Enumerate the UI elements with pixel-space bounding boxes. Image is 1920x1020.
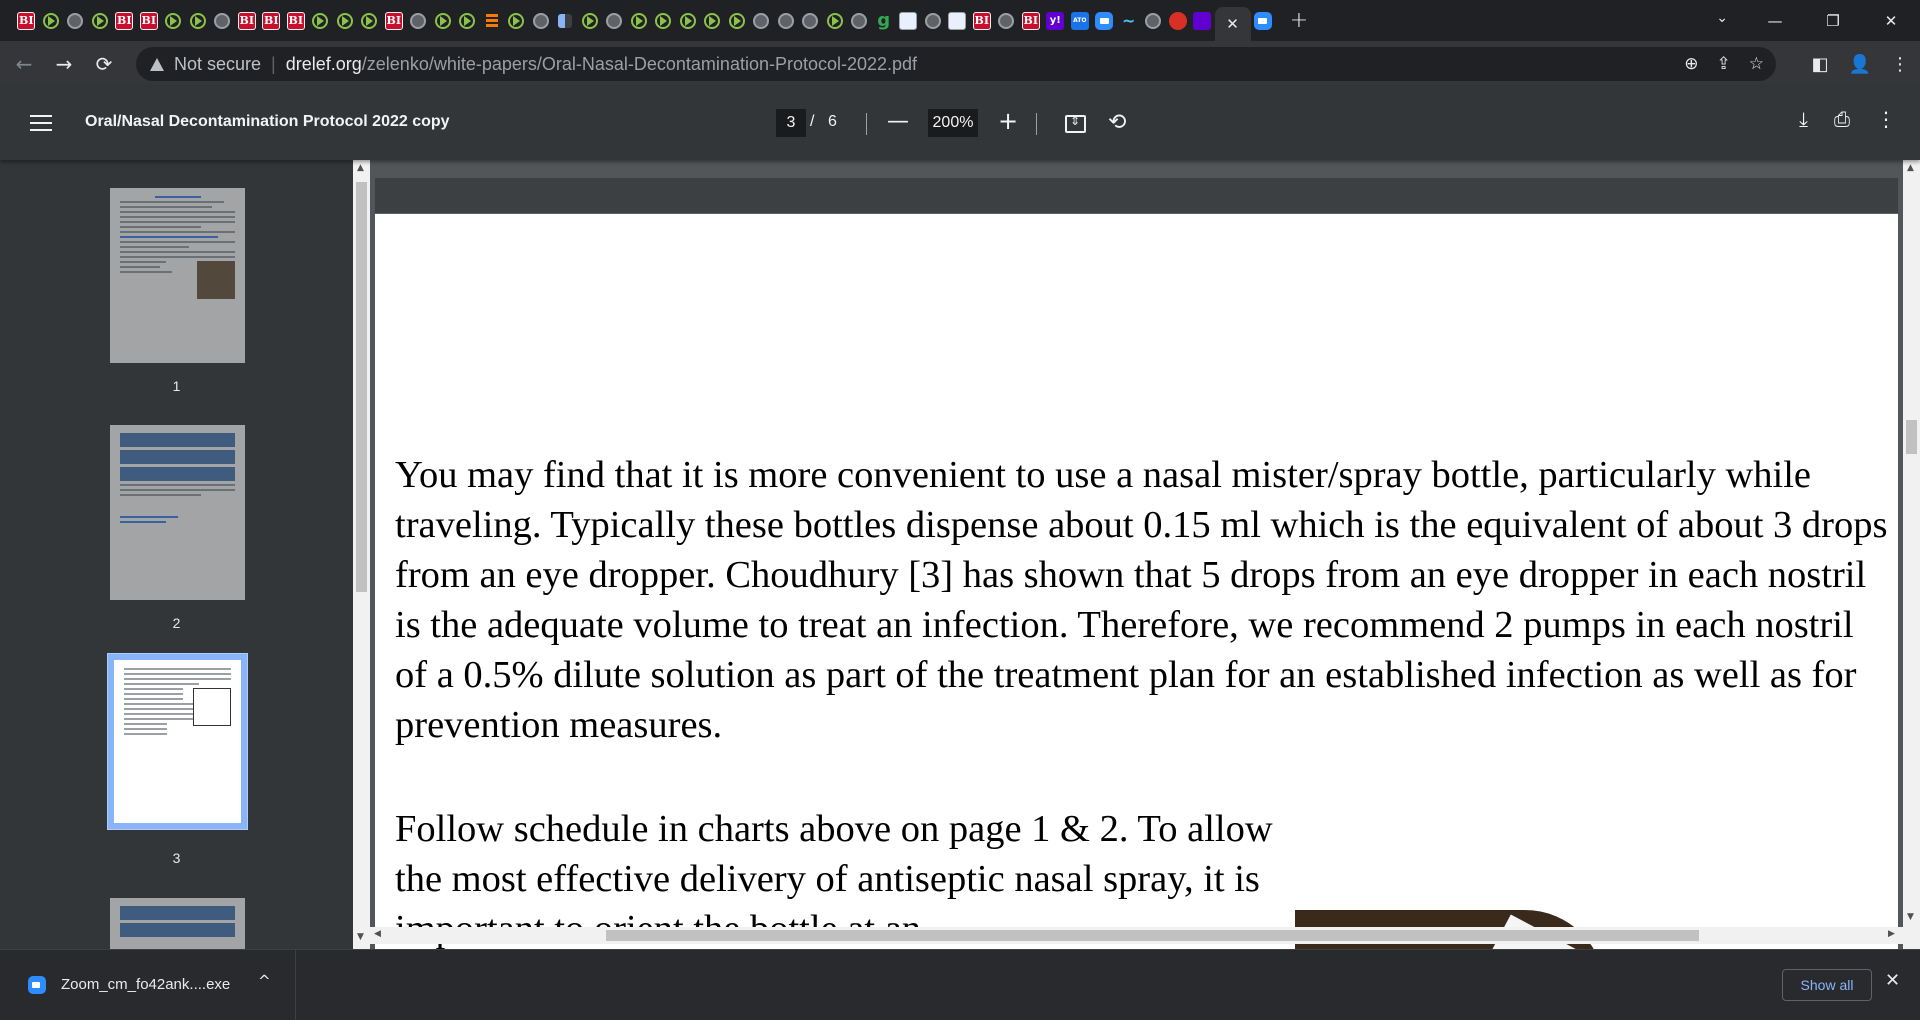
globe-favicon-icon <box>851 13 867 29</box>
browser-tab[interactable] <box>210 0 235 41</box>
paragraph-spray-bottle: You may find that it is more convenient to use a nasal mister/spray bottle, particularly while traveling. Typically these bottles dispense about 0.15 ml which is the equivalent of about 3 drops from an eye dropper. Choudhury [3] has shown that 5 drops from an eye dropper in each nostril is the adequate volume to treat an infection. Therefore, we recommend 2 pumps in each nostril of a 0.5% dilute solution as part of the treatment plan for an established infection as well as for prevention measures. <box>395 454 1888 746</box>
reload-button[interactable]: ⟳ <box>95 52 113 76</box>
zoom-out-button[interactable]: — <box>887 109 909 134</box>
play-favicon-icon <box>630 12 648 30</box>
browser-tab[interactable] <box>1092 0 1117 41</box>
browser-tab[interactable] <box>382 0 407 41</box>
play-favicon-icon <box>91 12 109 30</box>
zoom-level-input[interactable]: 200% <box>928 109 978 137</box>
bi-favicon-icon: BI <box>17 12 35 30</box>
play-favicon-icon <box>42 12 60 30</box>
play-favicon-icon <box>189 12 207 30</box>
side-panel-icon[interactable]: ◧ <box>1811 53 1829 75</box>
toolbar-divider <box>1036 113 1037 135</box>
browser-tab[interactable] <box>284 0 309 41</box>
new-tab-button[interactable]: + <box>1289 8 1309 33</box>
browser-tab[interactable] <box>798 0 823 41</box>
bi-favicon-icon: BI <box>287 12 305 30</box>
zoom-favicon-icon <box>1254 12 1272 30</box>
rotate-icon[interactable]: ⟲ <box>1108 110 1127 135</box>
browser-tab[interactable] <box>259 0 284 41</box>
vertical-scroll-thumb[interactable] <box>1906 420 1917 454</box>
play-favicon-icon <box>728 12 746 30</box>
browser-tab[interactable] <box>578 0 603 41</box>
browser-tab[interactable] <box>1019 0 1044 41</box>
menu-icon[interactable] <box>30 115 52 131</box>
wave-favicon-icon: ~ <box>1122 11 1136 30</box>
bi-favicon-icon: BI <box>140 12 158 30</box>
bi-favicon-icon: BI <box>385 12 403 30</box>
globe-favicon-icon <box>214 13 230 29</box>
browser-tab[interactable] <box>480 0 505 41</box>
address-bar[interactable] <box>136 47 1776 81</box>
browser-tab[interactable] <box>1190 0 1215 41</box>
zoom-favicon-icon <box>1095 12 1113 30</box>
profile-icon[interactable]: 👤 <box>1848 53 1872 75</box>
image-favicon-icon <box>899 12 917 30</box>
bi-favicon-icon: BI <box>238 12 256 30</box>
zoom-icon[interactable]: ⊕ <box>1684 54 1699 74</box>
active-browser-tab[interactable] <box>1215 7 1251 41</box>
play-favicon-icon <box>654 12 672 30</box>
download-file-name[interactable]: Zoom_cm_fo42ank....exe <box>61 976 231 993</box>
document-viewer[interactable] <box>353 160 1920 949</box>
scroll-down-arrow[interactable]: ▼ <box>357 932 364 942</box>
download-shelf <box>0 949 1920 1020</box>
download-icon[interactable]: ⤓ <box>1799 107 1808 131</box>
sidebar-scroll-thumb[interactable] <box>356 182 367 592</box>
browser-toolbar <box>0 41 1920 87</box>
security-label[interactable]: Not secure <box>174 53 262 74</box>
show-all-button[interactable]: Show all <box>1782 969 1872 1001</box>
browser-tab[interactable] <box>161 0 186 41</box>
globe-favicon-icon <box>998 13 1014 29</box>
browser-tab[interactable] <box>112 0 137 41</box>
sidebar-scrollbar[interactable] <box>353 160 370 949</box>
globe-favicon-icon <box>925 13 941 29</box>
browser-tab[interactable] <box>847 0 872 41</box>
scroll-right-arrow[interactable]: ▶ <box>1888 929 1895 939</box>
image-favicon-icon <box>948 12 966 30</box>
browser-tab[interactable] <box>235 0 260 41</box>
bookmark-star-icon[interactable]: ☆ <box>1748 54 1764 74</box>
page-thumbnail-4[interactable] <box>110 898 245 949</box>
play-favicon-icon <box>311 12 329 30</box>
browser-tab[interactable] <box>14 0 39 41</box>
browser-tab[interactable] <box>1043 0 1068 41</box>
browser-tab[interactable] <box>529 0 554 41</box>
tab-strip <box>0 0 1920 41</box>
browser-tab[interactable] <box>774 0 799 41</box>
browser-tab[interactable] <box>970 0 995 41</box>
scroll-up-arrow[interactable]: ▲ <box>357 163 364 173</box>
play-favicon-icon <box>679 12 697 30</box>
browser-tab[interactable] <box>63 0 88 41</box>
pdf-page-3 <box>375 214 1898 949</box>
share-icon[interactable]: ⇪ <box>1716 54 1731 74</box>
scroll-left-arrow[interactable]: ◀ <box>374 929 381 939</box>
url-path[interactable]: /zelenko/white-papers/Oral-Nasal-Decontamination-Protocol-2022.pdf <box>361 53 918 74</box>
bi-favicon-icon: BI <box>262 12 280 30</box>
chevron-up-icon[interactable]: ^ <box>258 972 271 990</box>
browser-tab[interactable] <box>1141 0 1166 41</box>
bi-favicon-icon: BI <box>973 12 991 30</box>
minimize-button[interactable]: — <box>1767 11 1783 30</box>
play-favicon-icon <box>434 12 452 30</box>
g-favicon-icon: g <box>877 10 891 31</box>
yahoo-favicon-icon: y! <box>1046 12 1064 30</box>
half-favicon-icon <box>558 14 572 28</box>
play-favicon-icon <box>826 12 844 30</box>
page-thumbnail-2[interactable] <box>110 425 245 600</box>
browser-tab[interactable] <box>602 0 627 41</box>
mail-favicon-icon <box>1193 12 1211 30</box>
browser-tab[interactable] <box>700 0 725 41</box>
document-title: Oral/Nasal Decontamination Protocol 2022 copy <box>85 113 450 130</box>
fit-to-page-icon[interactable] <box>1065 115 1086 133</box>
browser-tab[interactable] <box>1117 0 1142 41</box>
warning-icon[interactable] <box>150 58 164 71</box>
page-thumbnail-1[interactable] <box>110 188 245 363</box>
print-icon[interactable]: ⎙ <box>1834 107 1850 131</box>
browser-tab[interactable] <box>504 0 529 41</box>
download-item[interactable] <box>0 950 296 1020</box>
browser-tab[interactable] <box>725 0 750 41</box>
browser-tab[interactable] <box>431 0 456 41</box>
paragraph-schedule: Follow schedule in charts above on page 1 & 2. To allow the most effective delivery of antiseptic nasal spray, it is <box>395 808 1273 900</box>
browser-tab[interactable] <box>627 0 652 41</box>
browser-tab[interactable] <box>896 0 921 41</box>
zoom-file-icon <box>28 976 46 994</box>
play-favicon-icon <box>360 12 378 30</box>
close-shelf-icon[interactable]: ✕ <box>1885 970 1901 991</box>
browser-tab[interactable] <box>186 0 211 41</box>
close-window-button[interactable]: ✕ <box>1884 11 1898 30</box>
chrome-menu-icon[interactable]: ⋮ <box>1891 53 1909 75</box>
browser-tab[interactable] <box>1166 0 1191 41</box>
globe-favicon-icon <box>410 13 426 29</box>
page-separator: / <box>810 113 815 130</box>
play-favicon-icon <box>507 12 525 30</box>
vertical-scrollbar[interactable] <box>1903 160 1920 949</box>
globe-favicon-icon <box>753 13 769 29</box>
play-favicon-icon <box>336 12 354 30</box>
browser-tab[interactable] <box>921 0 946 41</box>
url-host[interactable]: drelef.org <box>285 53 362 74</box>
browser-tab[interactable] <box>39 0 64 41</box>
toolbar-divider <box>866 113 867 135</box>
browser-tab[interactable] <box>1251 0 1276 41</box>
browser-tab[interactable] <box>945 0 970 41</box>
browser-tab[interactable] <box>994 0 1019 41</box>
pdf-toolbar <box>0 87 1920 160</box>
pdf-actions <box>1799 107 1896 131</box>
play-favicon-icon <box>703 12 721 30</box>
browser-tab[interactable] <box>1068 0 1093 41</box>
browser-tab[interactable] <box>333 0 358 41</box>
total-pages: 6 <box>828 113 837 130</box>
horizontal-scrollbar[interactable] <box>370 927 1903 944</box>
red-favicon-icon <box>1169 12 1187 30</box>
omnibox-actions <box>1684 47 1764 81</box>
browser-tab[interactable] <box>872 0 897 41</box>
browser-tab[interactable] <box>88 0 113 41</box>
previous-page-edge <box>375 178 1898 214</box>
page-number-input[interactable]: 3 <box>776 109 806 137</box>
globe-favicon-icon <box>1145 13 1161 29</box>
scroll-up-arrow[interactable]: ▲ <box>1907 163 1914 173</box>
browser-tab[interactable] <box>651 0 676 41</box>
browser-tab[interactable] <box>308 0 333 41</box>
url-separator: | <box>271 53 276 74</box>
bi-favicon-icon: BI <box>1022 12 1040 30</box>
thumbnail-number: 1 <box>172 378 181 394</box>
globe-favicon-icon <box>67 13 83 29</box>
scroll-down-arrow[interactable]: ▼ <box>1907 912 1914 922</box>
thumbnail-number: 3 <box>172 850 181 866</box>
play-favicon-icon <box>164 12 182 30</box>
close-tab-icon[interactable]: ✕ <box>1226 15 1239 33</box>
thumbnail-number: 2 <box>172 615 181 631</box>
thumbnail-sidebar <box>0 160 353 949</box>
browser-tab[interactable] <box>455 0 480 41</box>
tab-search-icon[interactable]: ⌄ <box>1716 10 1728 26</box>
more-actions-icon[interactable]: ⋮ <box>1876 107 1896 131</box>
browser-tab[interactable] <box>553 0 578 41</box>
bi-favicon-icon: BI <box>115 12 133 30</box>
toolbar-right <box>1800 41 1920 87</box>
play-favicon-icon <box>458 12 476 30</box>
browser-tab[interactable] <box>823 0 848 41</box>
browser-tab[interactable] <box>357 0 382 41</box>
ato-favicon-icon: ATO <box>1071 12 1089 30</box>
browser-tab[interactable] <box>137 0 162 41</box>
browser-tab[interactable] <box>749 0 774 41</box>
forward-button[interactable]: → <box>55 52 73 76</box>
globe-favicon-icon <box>533 13 549 29</box>
play-favicon-icon <box>581 12 599 30</box>
back-button[interactable]: ← <box>15 52 33 76</box>
flag-favicon-icon <box>483 12 501 30</box>
horizontal-scroll-thumb[interactable] <box>606 930 1699 941</box>
globe-favicon-icon <box>802 13 818 29</box>
restore-button[interactable]: ❐ <box>1826 11 1840 30</box>
zoom-in-button[interactable]: + <box>998 107 1019 135</box>
browser-tab[interactable] <box>676 0 701 41</box>
browser-tab[interactable] <box>406 0 431 41</box>
globe-favicon-icon <box>778 13 794 29</box>
globe-favicon-icon <box>606 13 622 29</box>
page-thumbnail-3[interactable] <box>108 654 247 829</box>
window-controls <box>1746 0 1920 41</box>
